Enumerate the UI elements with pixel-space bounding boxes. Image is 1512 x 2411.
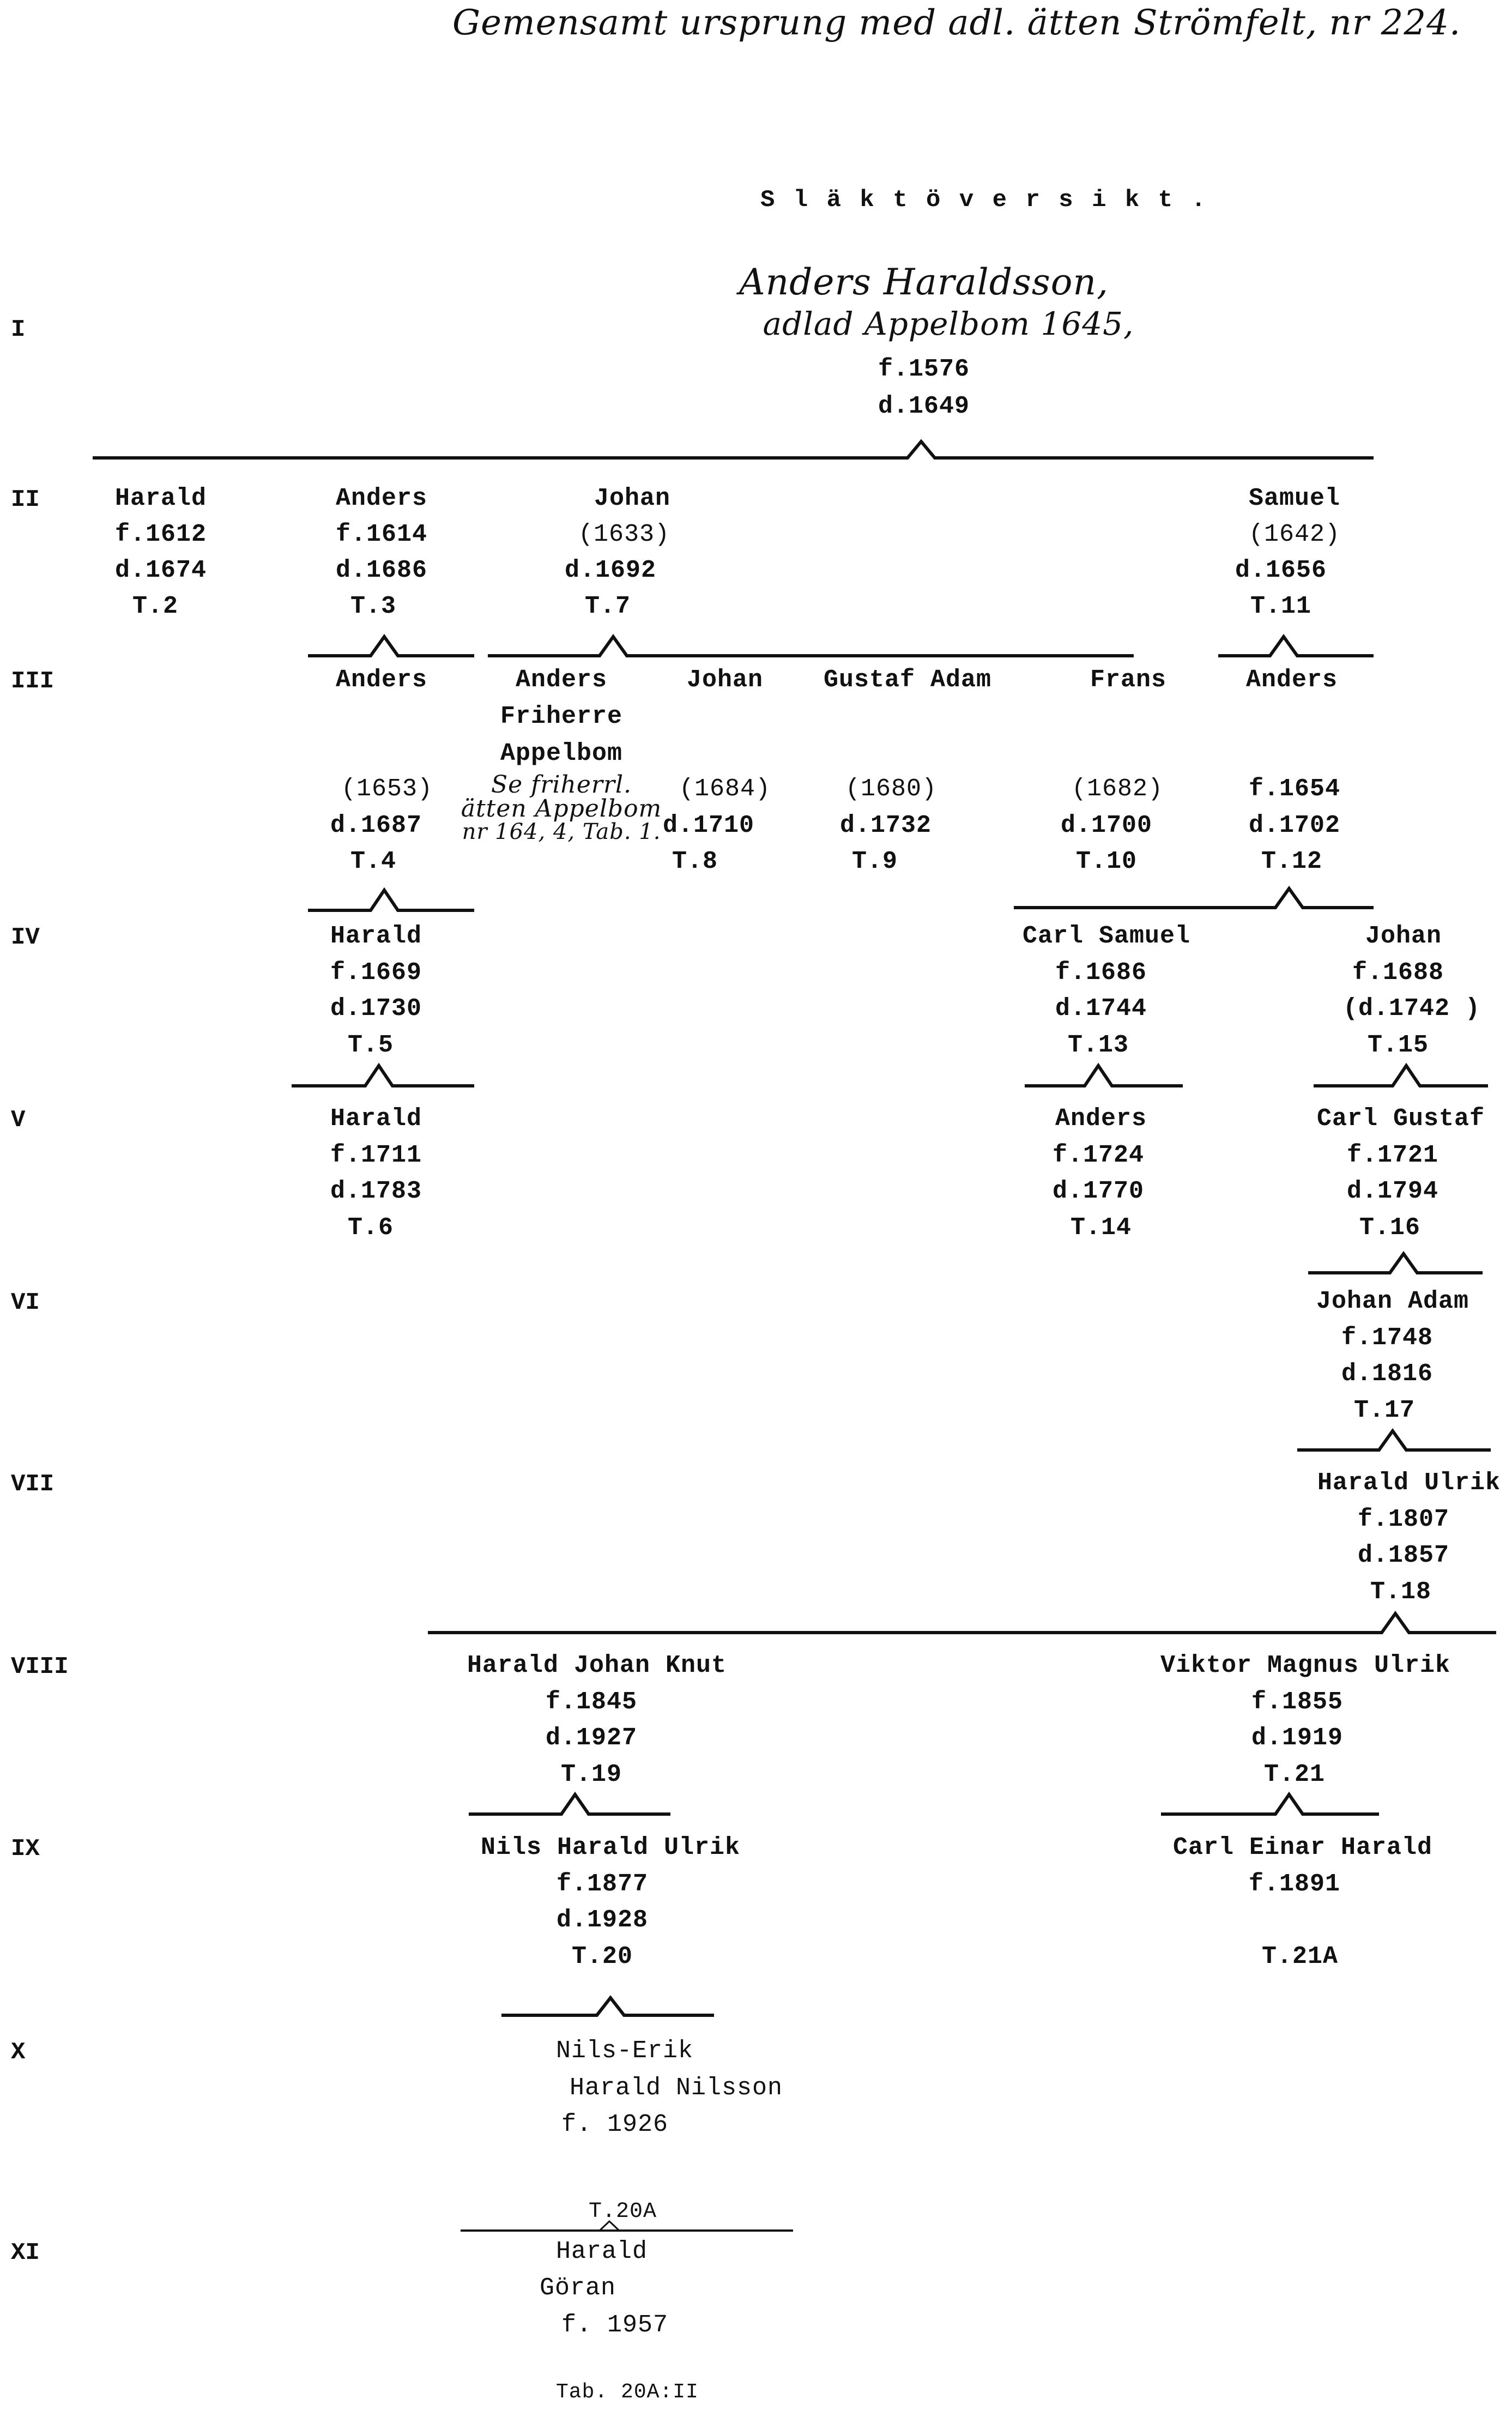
table-reference: T.13: [1067, 1031, 1129, 1059]
death-year: d.1816: [1341, 1360, 1434, 1388]
cross-reference-note: Se friherrl.: [491, 771, 632, 799]
birth-year: (1633): [578, 521, 670, 548]
birth-year: f.1686: [1055, 959, 1147, 987]
table-reference: T.5: [347, 1031, 394, 1059]
birth-year: f. 1926: [561, 2111, 669, 2138]
table-reference: T.20A: [589, 2199, 657, 2224]
birth-year: f.1855: [1251, 1688, 1344, 1716]
generation-label-x: X: [11, 2039, 26, 2066]
person-name: Harald: [330, 922, 422, 950]
birth-year: (1642): [1248, 521, 1341, 548]
birth-year: f.1891: [1248, 1870, 1341, 1898]
person-name: Samuel: [1248, 485, 1341, 512]
table-reference: T.21A: [1261, 1943, 1339, 1971]
person-name: Johan: [1365, 922, 1442, 950]
death-year: d.1928: [556, 1906, 649, 1934]
death-year: d.1744: [1055, 995, 1147, 1023]
person-name: Nils Harald Ulrik: [480, 1834, 741, 1862]
table-footer: Tab. 20A:II: [556, 2380, 699, 2404]
death-year: d.1783: [330, 1177, 422, 1205]
connector-harald-ulrik: [428, 1614, 1496, 1633]
death-year: d.1710: [662, 812, 755, 839]
death-year: d.1674: [114, 557, 207, 584]
header-note: Gemensamt ursprung med adl. ätten Strömfelt, nr 224.: [452, 3, 1461, 43]
person-name: Anders Haraldsson,: [739, 261, 1109, 303]
person-surname: Nilsson: [676, 2074, 783, 2102]
person-name: Carl Samuel: [1022, 922, 1191, 950]
birth-year: f.1845: [545, 1688, 638, 1716]
birth-year: f.1576: [878, 355, 970, 383]
generation-label-iv: IV: [11, 924, 40, 951]
cross-reference-note: nr 164, 4, Tab. 1.: [462, 819, 661, 844]
person-name: Carl Gustaf: [1316, 1105, 1485, 1133]
table-reference: T.9: [851, 848, 898, 875]
table-reference: T.11: [1250, 593, 1312, 620]
generation-label-ix: IX: [11, 1835, 40, 1863]
cross-reference-note: ätten Appelbom: [461, 795, 662, 823]
generation-label-vii: VII: [11, 1471, 55, 1498]
birth-year: f.1612: [114, 521, 207, 548]
table-reference: T.12: [1261, 848, 1323, 875]
table-reference: T.3: [350, 593, 397, 620]
birth-year: f.1669: [330, 959, 422, 987]
person-name: Harald: [570, 2074, 662, 2102]
connector-anders-1653: [308, 890, 474, 910]
birth-year: f.1724: [1052, 1141, 1145, 1169]
connector-harald-johan-knut: [469, 1794, 670, 1814]
death-year: d.1927: [545, 1724, 638, 1752]
table-reference: T.19: [560, 1761, 622, 1788]
person-name: Carl Einar Harald: [1172, 1834, 1433, 1862]
birth-year: f.1688: [1352, 959, 1444, 987]
person-name: Johan: [686, 666, 764, 694]
person-name: Anders: [515, 666, 608, 694]
person-name: Johan Adam: [1316, 1288, 1469, 1315]
death-year: d.1649: [878, 392, 970, 420]
generation-label-ii: II: [11, 486, 40, 513]
person-name: Nils-Erik: [556, 2037, 694, 2065]
death-year: d.1686: [335, 557, 428, 584]
birth-year: (1680): [845, 775, 938, 803]
death-year: d.1700: [1060, 812, 1153, 839]
table-reference: T.16: [1359, 1214, 1421, 1242]
birth-year: (1684): [679, 775, 771, 803]
person-name: Frans: [1090, 666, 1167, 694]
death-year: d.1702: [1248, 812, 1341, 839]
connector-samuel-1642: [1218, 637, 1374, 656]
connector-carl-samuel: [1025, 1066, 1183, 1086]
person-name: Viktor Magnus Ulrik: [1160, 1652, 1451, 1679]
birth-year: f.1877: [556, 1870, 649, 1898]
death-year: d.1919: [1251, 1724, 1344, 1752]
person-name: Harald: [556, 2238, 648, 2265]
ennobled-note: adlad Appelbom 1645,: [763, 305, 1134, 342]
birth-year: f. 1957: [561, 2311, 669, 2339]
table-reference: T.20: [571, 1943, 633, 1971]
generation-label-v: V: [11, 1107, 26, 1134]
connector-johan-1688: [1314, 1066, 1488, 1086]
birth-year: f.1711: [330, 1141, 422, 1169]
table-reference: T.10: [1075, 848, 1138, 875]
person-name: Anders: [1245, 666, 1338, 694]
noble-title: Appelbom: [500, 740, 623, 768]
connector-harald-1669: [292, 1066, 474, 1086]
connector-carl-gustaf: [1308, 1254, 1483, 1273]
connector-nils-harald-ulrik: [501, 1998, 714, 2015]
connector-gen1: [93, 442, 1374, 458]
table-reference: T.2: [132, 593, 179, 620]
table-reference: T.8: [672, 848, 718, 875]
generation-label-i: I: [11, 316, 26, 343]
person-name: Anders: [335, 485, 428, 512]
person-name: Göran: [540, 2274, 616, 2302]
generation-label-vi: VI: [11, 1289, 40, 1316]
generation-label-iii: III: [11, 668, 55, 695]
death-year: d.1857: [1357, 1542, 1450, 1569]
connector-viktor-magnus: [1161, 1794, 1379, 1814]
death-year: d.1732: [839, 812, 932, 839]
generation-label-xi: XI: [11, 2239, 40, 2267]
connector-johan-adam: [1297, 1431, 1491, 1450]
birth-year: f.1721: [1346, 1141, 1439, 1169]
person-name: Anders: [1055, 1105, 1147, 1133]
table-reference: T.7: [584, 593, 631, 620]
table-reference: T.18: [1370, 1578, 1432, 1606]
birth-year: f.1614: [335, 521, 428, 548]
table-reference: T.15: [1367, 1031, 1429, 1059]
table-reference: T.21: [1263, 1761, 1326, 1788]
birth-year: f.1654: [1248, 775, 1341, 803]
table-reference: T.14: [1070, 1214, 1132, 1242]
person-name: Harald: [330, 1105, 422, 1133]
birth-year: (1682): [1071, 775, 1164, 803]
page-title: S l ä k t ö v e r s i k t .: [760, 186, 1208, 214]
person-name: Harald Ulrik: [1317, 1469, 1501, 1497]
connector-anders-1654: [1014, 889, 1374, 908]
table-reference: T.6: [347, 1214, 394, 1242]
person-name: Gustaf Adam: [823, 666, 992, 694]
death-year: (d.1742 ): [1342, 995, 1481, 1023]
person-name: Anders: [335, 666, 428, 694]
death-year: d.1794: [1346, 1177, 1439, 1205]
person-name: Harald Johan Knut: [467, 1652, 727, 1679]
birth-year: (1653): [341, 775, 433, 803]
death-year: d.1687: [330, 812, 422, 839]
table-reference: T.17: [1353, 1397, 1416, 1424]
table-reference: T.4: [350, 848, 397, 875]
death-year: d.1692: [564, 557, 657, 584]
connector-johan-1633: [488, 637, 1134, 656]
birth-year: f.1807: [1357, 1506, 1450, 1533]
death-year: d.1730: [330, 995, 422, 1023]
connector-anders-1614: [308, 637, 474, 656]
birth-year: f.1748: [1341, 1324, 1434, 1352]
death-year: d.1770: [1052, 1177, 1145, 1205]
noble-title: Friherre: [500, 703, 623, 730]
person-name: Harald: [114, 485, 207, 512]
person-name: Johan: [594, 485, 671, 512]
death-year: d.1656: [1235, 557, 1327, 584]
generation-label-viii: VIII: [11, 1653, 69, 1681]
